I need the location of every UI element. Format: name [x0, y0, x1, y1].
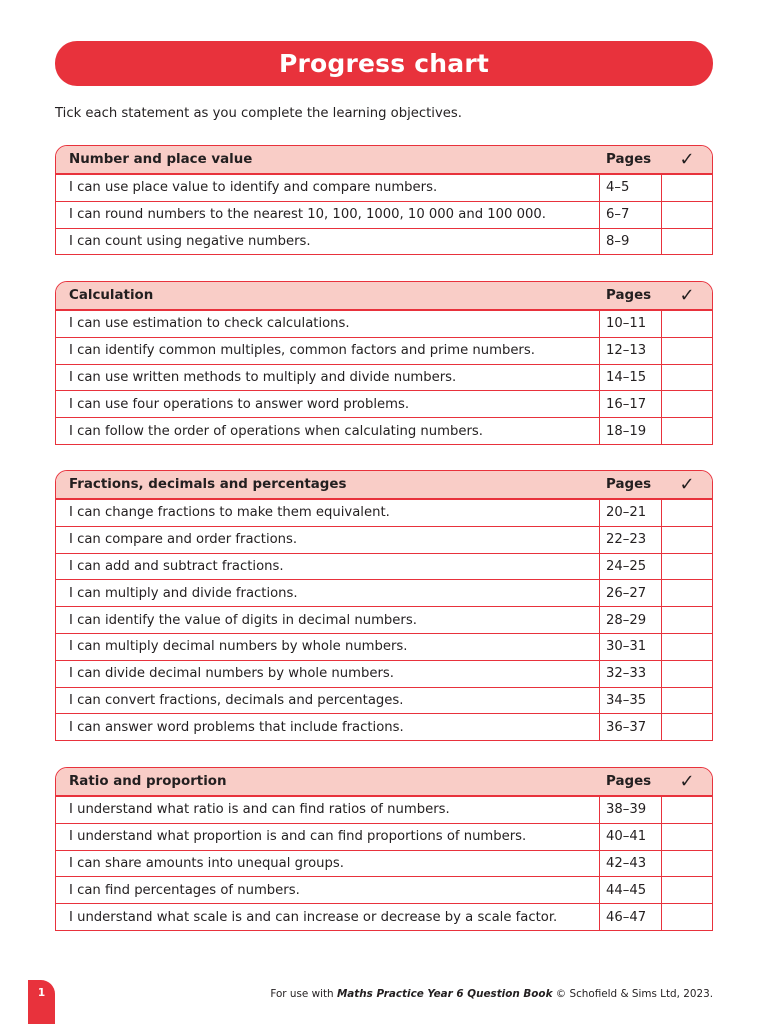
section-heading: Fractions, decimals and percentages	[69, 477, 347, 492]
table-row	[56, 417, 712, 444]
section-fractions-decimals-percentages	[55, 470, 713, 741]
page-range: 38–39	[600, 797, 662, 823]
tick-box[interactable]	[662, 634, 712, 660]
objective-text: I can multiply and divide fractions.	[56, 580, 600, 606]
tick-box[interactable]	[662, 904, 712, 930]
page-range: 20–21	[600, 500, 662, 526]
page-range: 14–15	[600, 365, 662, 391]
tick-box[interactable]	[662, 580, 712, 606]
tick-box[interactable]	[662, 851, 712, 877]
table-row	[56, 390, 712, 417]
tick-box[interactable]	[662, 824, 712, 850]
pages-column-heading: Pages	[606, 152, 652, 167]
page-range: 34–35	[600, 688, 662, 714]
objective-text: I can change fractions to make them equivalent.	[56, 500, 600, 526]
pages-column-heading: Pages	[606, 774, 652, 789]
tick-box[interactable]	[662, 338, 712, 364]
page-range: 32–33	[600, 661, 662, 687]
page-range: 10–11	[600, 311, 662, 337]
section-header	[56, 768, 712, 796]
table-row	[56, 364, 712, 391]
page-range: 42–43	[600, 851, 662, 877]
footer-suffix: © Schofield & Sims Ltd, 2023.	[552, 988, 713, 1000]
objective-text: I can identify the value of digits in decimal numbers.	[56, 607, 600, 633]
objective-text: I understand what scale is and can increase or decrease by a scale factor.	[56, 904, 600, 930]
footer-credit	[270, 988, 713, 1000]
page-range: 46–47	[600, 904, 662, 930]
page-range: 8–9	[600, 229, 662, 255]
tick-box[interactable]	[662, 418, 712, 444]
tick-box[interactable]	[662, 391, 712, 417]
table-row	[56, 337, 712, 364]
objective-text: I can convert fractions, decimals and percentages.	[56, 688, 600, 714]
table-row	[56, 876, 712, 903]
objective-text: I can find percentages of numbers.	[56, 877, 600, 903]
objective-text: I understand what ratio is and can find ratios of numbers.	[56, 797, 600, 823]
page-range: 28–29	[600, 607, 662, 633]
section-heading: Number and place value	[69, 152, 253, 167]
section-header	[56, 146, 712, 174]
table-row	[56, 174, 712, 201]
page-range: 24–25	[600, 554, 662, 580]
section-heading: Ratio and proportion	[69, 774, 227, 789]
section-ratio-and-proportion	[55, 767, 713, 931]
objective-text: I understand what proportion is and can find proportions of numbers.	[56, 824, 600, 850]
objective-text: I can round numbers to the nearest 10, 100, 1000, 10 000 and 100 000.	[56, 202, 600, 228]
objective-text: I can compare and order fractions.	[56, 527, 600, 553]
tick-box[interactable]	[662, 607, 712, 633]
page-number: 1	[37, 987, 46, 999]
table-row	[56, 903, 712, 930]
section-header	[56, 471, 712, 499]
table-row	[56, 579, 712, 606]
page-range: 36–37	[600, 714, 662, 740]
tick-box[interactable]	[662, 797, 712, 823]
page-range: 40–41	[600, 824, 662, 850]
objective-text: I can multiply decimal numbers by whole numbers.	[56, 634, 600, 660]
objective-text: I can use written methods to multiply and divide numbers.	[56, 365, 600, 391]
pages-column-heading: Pages	[606, 477, 652, 492]
page-range: 18–19	[600, 418, 662, 444]
objective-text: I can answer word problems that include fractions.	[56, 714, 600, 740]
tick-box[interactable]	[662, 365, 712, 391]
section-number-and-place-value	[55, 145, 713, 255]
objective-text: I can use four operations to answer word problems.	[56, 391, 600, 417]
page-range: 26–27	[600, 580, 662, 606]
footer-prefix: For use with	[270, 988, 337, 1000]
objective-text: I can follow the order of operations when calculating numbers.	[56, 418, 600, 444]
table-row	[56, 526, 712, 553]
pages-column-heading: Pages	[606, 288, 652, 303]
objective-text: I can use place value to identify and compare numbers.	[56, 175, 600, 201]
table-row	[56, 228, 712, 255]
table-row	[56, 310, 712, 337]
page-range: 6–7	[600, 202, 662, 228]
page-range: 16–17	[600, 391, 662, 417]
objective-text: I can add and subtract fractions.	[56, 554, 600, 580]
tick-box[interactable]	[662, 175, 712, 201]
tick-box[interactable]	[662, 877, 712, 903]
tick-box[interactable]	[662, 500, 712, 526]
page-range: 22–23	[600, 527, 662, 553]
objective-text: I can count using negative numbers.	[56, 229, 600, 255]
section-heading: Calculation	[69, 288, 154, 303]
tick-column-icon: ✓	[679, 474, 695, 495]
section-header	[56, 282, 712, 310]
title-banner	[55, 41, 713, 86]
tick-column-icon: ✓	[679, 285, 695, 306]
table-row	[56, 687, 712, 714]
page-range: 44–45	[600, 877, 662, 903]
page-range: 4–5	[600, 175, 662, 201]
table-row	[56, 850, 712, 877]
tick-box[interactable]	[662, 554, 712, 580]
intro-text: Tick each statement as you complete the learning objectives.	[55, 106, 462, 121]
objective-text: I can share amounts into unequal groups.	[56, 851, 600, 877]
tick-box[interactable]	[662, 202, 712, 228]
objective-text: I can divide decimal numbers by whole numbers.	[56, 661, 600, 687]
page-title: Progress chart	[278, 49, 490, 78]
table-row	[56, 713, 712, 740]
footer-book-title: Maths Practice Year 6 Question Book	[336, 988, 553, 1000]
table-row	[56, 796, 712, 823]
section-calculation	[55, 281, 713, 445]
objective-text: I can use estimation to check calculations.	[56, 311, 600, 337]
table-row	[56, 606, 712, 633]
objective-text: I can identify common multiples, common factors and prime numbers.	[56, 338, 600, 364]
tick-column-icon: ✓	[679, 771, 695, 792]
tick-box[interactable]	[662, 229, 712, 255]
tick-box[interactable]	[662, 714, 712, 740]
table-row	[56, 823, 712, 850]
tick-box[interactable]	[662, 688, 712, 714]
table-row	[56, 553, 712, 580]
tick-box[interactable]	[662, 661, 712, 687]
tick-column-icon: ✓	[679, 149, 695, 170]
page-number-tab	[28, 980, 55, 1024]
page-range: 12–13	[600, 338, 662, 364]
table-row	[56, 201, 712, 228]
table-row	[56, 660, 712, 687]
tick-box[interactable]	[662, 527, 712, 553]
page-range: 30–31	[600, 634, 662, 660]
table-row	[56, 499, 712, 526]
table-row	[56, 633, 712, 660]
tick-box[interactable]	[662, 311, 712, 337]
